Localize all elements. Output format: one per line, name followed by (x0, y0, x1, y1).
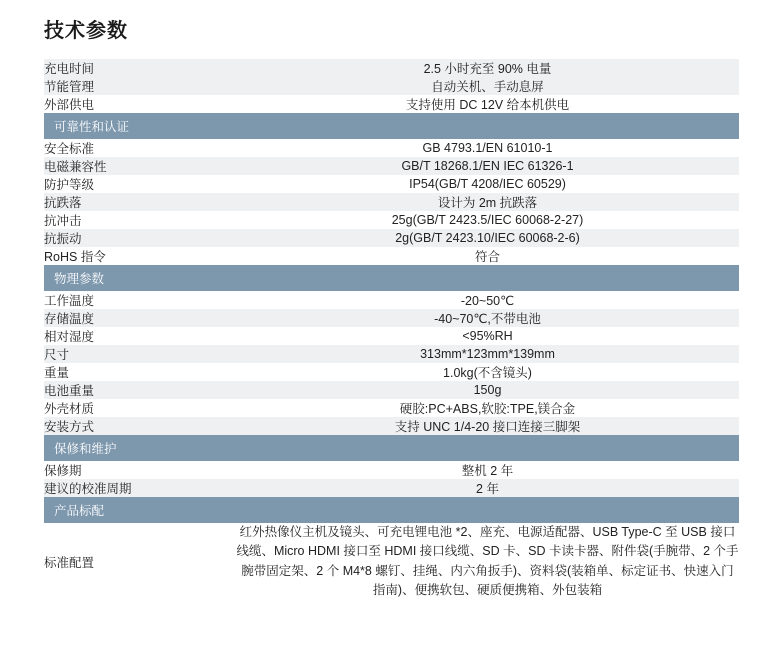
table-row (44, 417, 739, 435)
table-row (44, 461, 739, 479)
table-row (44, 157, 739, 175)
spec-row-value: 2 年 (236, 479, 739, 497)
spec-table (44, 59, 739, 601)
spec-row-value: <95%RH (236, 327, 739, 345)
table-row (44, 95, 739, 113)
spec-row-value: 红外热像仪主机及镜头、可充电锂电池 *2、座充、电源适配器、USB Type-C 至 USB 接口线缆、Micro HDMI 接口至 HDMI 接口线缆、SD 卡、SD 卡读卡器、附件袋(手腕带、2 个手腕带固定架、2 个 M4*8 螺钉、挂绳、内六角扳手)、资料袋(装箱单、标定证书、快速入门指南)、便携软包、硬质便携箱、外包装箱 (236, 523, 739, 601)
spec-row-value: 150g (236, 381, 739, 399)
table-row (44, 309, 739, 327)
spec-row-label: 抗冲击 (44, 211, 236, 229)
spec-row-value: 硬胶:PC+ABS,软胶:TPE,镁合金 (236, 399, 739, 417)
table-row (44, 59, 739, 77)
table-row (44, 139, 739, 157)
spec-section-header (44, 113, 739, 139)
spec-row-label: 电磁兼容性 (44, 157, 236, 175)
spec-row-value: GB 4793.1/EN 61010-1 (236, 139, 739, 157)
spec-row-label: 外壳材质 (44, 399, 236, 417)
spec-section-header (44, 497, 739, 523)
spec-row-label: 抗跌落 (44, 193, 236, 211)
spec-row-value: 符合 (236, 247, 739, 265)
table-row (44, 229, 739, 247)
spec-section-label: 保修和维护 (44, 435, 739, 461)
spec-row-label: 工作温度 (44, 291, 236, 309)
spec-row-label: 电池重量 (44, 381, 236, 399)
spec-row-value: 设计为 2m 抗跌落 (236, 193, 739, 211)
spec-row-label: 外部供电 (44, 95, 236, 113)
spec-row-value: 313mm*123mm*139mm (236, 345, 739, 363)
table-row (44, 399, 739, 417)
spec-row-value: 支持 UNC 1/4-20 接口连接三脚架 (236, 417, 739, 435)
spec-row-label: 尺寸 (44, 345, 236, 363)
spec-row-value: GB/T 18268.1/EN IEC 61326-1 (236, 157, 739, 175)
spec-row-label: RoHS 指令 (44, 247, 236, 265)
page-title: 技术参数 (44, 20, 128, 42)
spec-row-label: 节能管理 (44, 77, 236, 95)
spec-section-header (44, 265, 739, 291)
table-row (44, 77, 739, 95)
spec-row-value: 2g(GB/T 2423.10/IEC 60068-2-6) (236, 229, 739, 247)
table-row (44, 291, 739, 309)
spec-row-label: 标准配置 (44, 523, 236, 601)
table-row (44, 175, 739, 193)
spec-row-value: 2.5 小时充至 90% 电量 (236, 59, 739, 77)
spec-table-body (44, 59, 739, 601)
table-row (44, 363, 739, 381)
spec-row-label: 保修期 (44, 461, 236, 479)
spec-row-label: 安装方式 (44, 417, 236, 435)
spec-row-value: 支持使用 DC 12V 给本机供电 (236, 95, 739, 113)
spec-section-label: 产品标配 (44, 497, 739, 523)
table-row (44, 523, 739, 601)
spec-row-value: 整机 2 年 (236, 461, 739, 479)
table-row (44, 479, 739, 497)
spec-row-label: 防护等级 (44, 175, 236, 193)
spec-row-label: 建议的校准周期 (44, 479, 236, 497)
spec-section-label: 可靠性和认证 (44, 113, 739, 139)
table-row (44, 345, 739, 363)
spec-row-value: -20~50℃ (236, 291, 739, 309)
spec-row-label: 抗振动 (44, 229, 236, 247)
table-row (44, 193, 739, 211)
spec-row-value: 自动关机、手动息屏 (236, 77, 739, 95)
spec-row-label: 充电时间 (44, 59, 236, 77)
spec-row-label: 安全标准 (44, 139, 236, 157)
table-row (44, 327, 739, 345)
spec-row-value: 25g(GB/T 2423.5/IEC 60068-2-27) (236, 211, 739, 229)
spec-row-label: 相对湿度 (44, 327, 236, 345)
spec-row-value: IP54(GB/T 4208/IEC 60529) (236, 175, 739, 193)
spec-section-label: 物理参数 (44, 265, 739, 291)
table-row (44, 247, 739, 265)
spec-row-label: 存储温度 (44, 309, 236, 327)
table-row (44, 381, 739, 399)
spec-section-header (44, 435, 739, 461)
spec-row-value: -40~70℃,不带电池 (236, 309, 739, 327)
table-row (44, 211, 739, 229)
spec-row-value: 1.0kg(不含镜头) (236, 363, 739, 381)
spec-row-label: 重量 (44, 363, 236, 381)
